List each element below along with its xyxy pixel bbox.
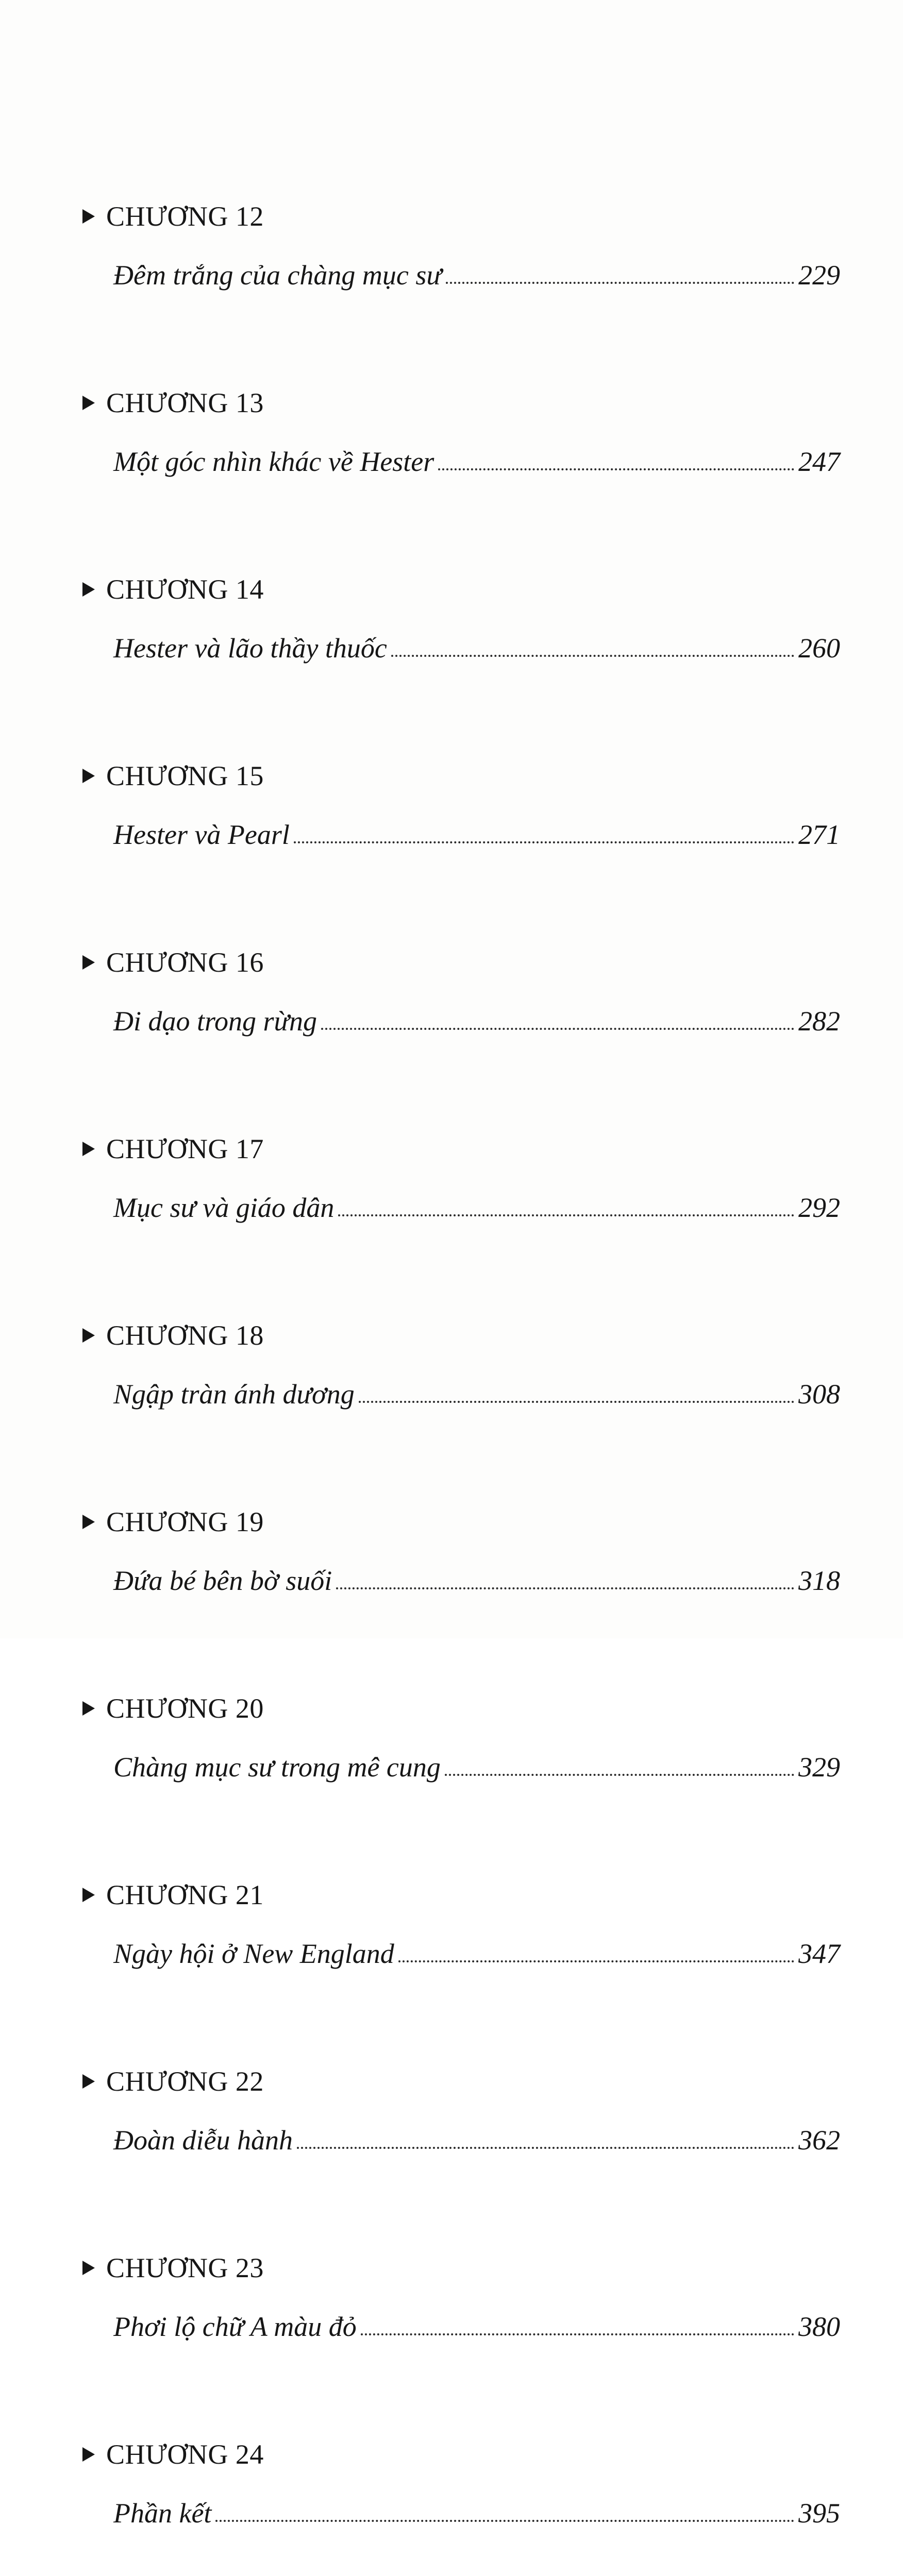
dot-leader [445,1774,794,1776]
triangle-bullet-icon [82,1142,95,1156]
chapter-label: CHƯƠNG 12 [106,201,264,232]
triangle-bullet-icon [82,955,95,970]
chapter-title-row [113,245,840,291]
chapter-title-row [113,1550,840,1597]
page-number: 380 [798,2311,840,2342]
page-number: 395 [798,2498,840,2529]
triangle-bullet-icon [82,1888,95,1902]
triangle-bullet-icon [82,1328,95,1343]
dot-leader [446,282,794,284]
toc-entry-15 [82,753,840,939]
page-number: 247 [798,446,840,477]
chapter-title: Mục sư và giáo dân [113,1192,335,1223]
chapter-title: Hester và lão thầy thuốc [113,633,387,664]
triangle-bullet-icon [82,2261,95,2275]
chapter-label: CHƯƠNG 18 [106,1320,264,1351]
toc-entry-23 [82,2245,840,2431]
triangle-bullet-icon [82,2074,95,2089]
dot-leader [338,1214,794,1216]
chapter-heading [82,380,264,426]
chapter-label: CHƯƠNG 22 [106,2066,264,2097]
toc-entry-24 [82,2431,840,2576]
dot-leader [336,1587,794,1589]
chapter-heading [82,1685,264,1732]
chapter-label: CHƯƠNG 19 [106,1506,264,1537]
chapter-label: CHƯƠNG 23 [106,2252,264,2283]
chapter-label: CHƯƠNG 20 [106,1693,264,1724]
chapter-label: CHƯƠNG 13 [106,387,264,418]
chapter-title: Hester và Pearl [113,819,290,850]
chapter-heading [82,1126,264,1172]
chapter-heading [82,566,264,613]
dot-leader [359,1401,794,1403]
chapter-title-row [113,1364,840,1410]
chapter-label: CHƯƠNG 16 [106,947,264,978]
chapter-label: CHƯƠNG 24 [106,2439,264,2470]
chapter-heading [82,2431,264,2478]
dot-leader [215,2520,794,2522]
chapter-title: Ngập tràn ánh dương [113,1379,355,1410]
toc-entry-12 [82,193,840,380]
page-number: 318 [798,1565,840,1596]
page-number: 260 [798,633,840,664]
dot-leader [398,1960,794,1962]
page-number: 292 [798,1192,840,1223]
chapter-title-row [113,431,840,478]
chapter-heading [82,2245,264,2291]
chapter-label: CHƯƠNG 17 [106,1133,264,1164]
page-number: 329 [798,1752,840,1783]
chapter-title-row [113,1177,840,1224]
chapter-label: CHƯƠNG 21 [106,1879,264,1910]
toc-entry-17 [82,1126,840,1312]
toc-entry-20 [82,1685,840,1872]
chapter-heading [82,1872,264,1918]
chapter-title-row [113,618,840,664]
triangle-bullet-icon [82,1515,95,1529]
page-number: 362 [798,2125,840,2156]
triangle-bullet-icon [82,396,95,410]
toc-entry-19 [82,1499,840,1685]
dot-leader [438,468,794,470]
page-number: 229 [798,260,840,291]
dot-leader [321,1028,794,1030]
dot-leader [391,655,794,657]
chapter-heading [82,753,264,799]
chapter-title-row [113,2483,840,2529]
chapter-title-row [113,1737,840,1783]
chapter-title: Đi dạo trong rừng [113,1006,317,1037]
toc-entry-14 [82,566,840,753]
toc-entry-16 [82,939,840,1126]
chapter-heading [82,1499,264,1545]
chapter-heading [82,939,264,986]
triangle-bullet-icon [82,769,95,783]
toc-entry-22 [82,2058,840,2245]
chapter-heading [82,2058,264,2105]
dot-leader [297,2147,794,2149]
toc-entry-21 [82,1872,840,2058]
triangle-bullet-icon [82,582,95,597]
chapter-title: Phần kết [113,2498,212,2529]
chapter-title: Ngày hội ở New England [113,1938,394,1969]
chapter-title: Đứa bé bên bờ suối [113,1565,332,1596]
chapter-title: Một góc nhìn khác về Hester [113,446,434,477]
dot-leader [294,841,794,843]
chapter-title: Chàng mục sư trong mê cung [113,1752,441,1783]
chapter-title-row [113,2110,840,2156]
chapter-title: Phơi lộ chữ A màu đỏ [113,2311,357,2342]
chapter-label: CHƯƠNG 15 [106,760,264,791]
table-of-contents [82,193,840,2576]
chapter-title-row [113,991,840,1037]
chapter-title-row [113,804,840,851]
triangle-bullet-icon [82,2447,95,2462]
toc-entry-13 [82,380,840,566]
chapter-title: Đêm trắng của chàng mục sư [113,260,442,291]
chapter-title: Đoàn diễu hành [113,2125,293,2156]
chapter-heading [82,193,264,240]
chapter-title-row [113,1923,840,1970]
triangle-bullet-icon [82,209,95,224]
chapter-heading [82,1312,264,1359]
triangle-bullet-icon [82,1701,95,1716]
chapter-label: CHƯƠNG 14 [106,574,264,605]
page-number: 271 [798,819,840,850]
toc-entry-18 [82,1312,840,1499]
page-number: 347 [798,1938,840,1969]
chapter-title-row [113,2296,840,2343]
page-number: 282 [798,1006,840,1037]
dot-leader [361,2333,794,2335]
page-number: 308 [798,1379,840,1410]
